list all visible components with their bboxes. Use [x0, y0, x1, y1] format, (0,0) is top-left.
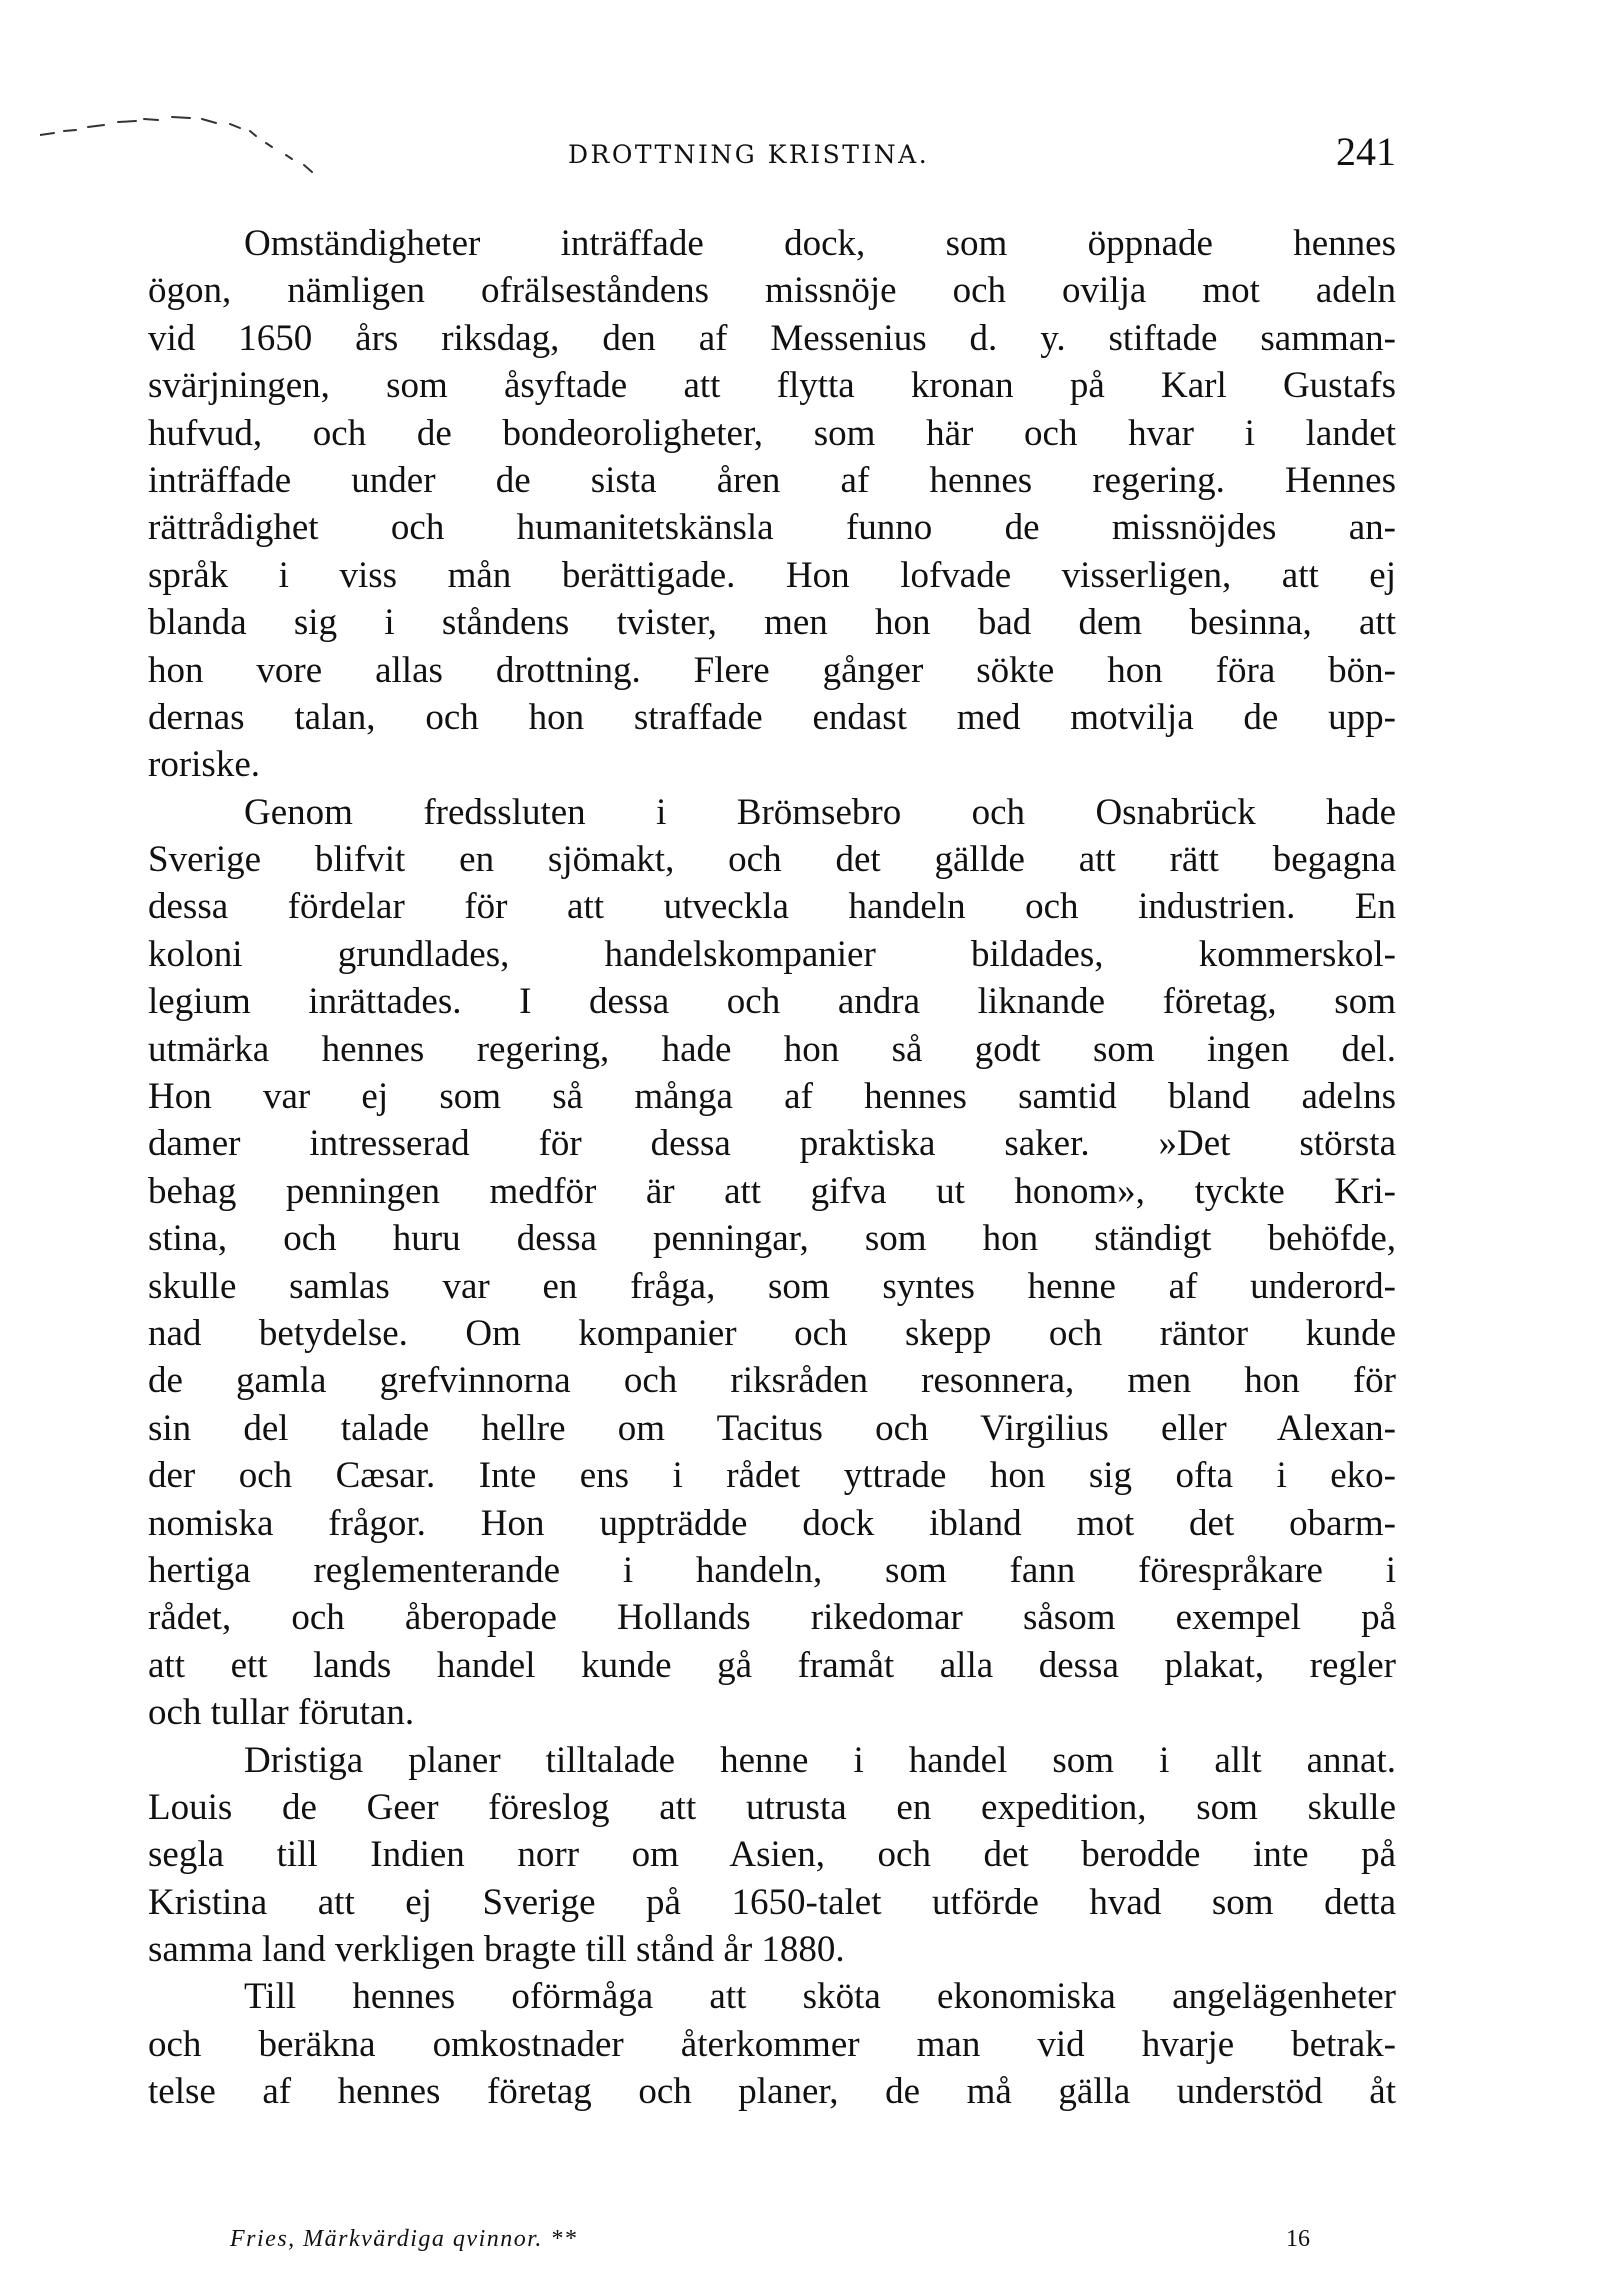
text-line: Till hennes oförmåga att sköta ekonomiska angelägenheter [244, 1976, 1396, 2018]
text-line: att ett lands handel kunde gå framåt alla dessa plakat, regler [148, 1644, 1396, 1686]
text-line: skulle samlas var en fråga, som syntes henne af underord- [148, 1265, 1396, 1307]
text-line: vid 1650 års riksdag, den af Messenius d. y. stiftade samman- [148, 317, 1396, 359]
text-line: rådet, och åberopade Hollands rikedomar såsom exempel på [148, 1597, 1396, 1639]
text-line: telse af hennes företag och planer, de må gälla understöd åt [148, 2071, 1396, 2113]
text-line: nad betydelse. Om kompanier och skepp och räntor kunde [148, 1312, 1396, 1354]
text-line: dernas talan, och hon straffade endast med motvilja de upp- [148, 696, 1396, 738]
text-line: sin del talade hellre om Tacitus och Virgilius eller Alexan- [148, 1407, 1396, 1449]
text-line: Sverige blifvit en sjömakt, och det gällde att rätt begagna [148, 839, 1396, 881]
text-line: hon vore allas drottning. Flere gånger sökte hon föra bön- [148, 649, 1396, 691]
page-footer [230, 2226, 1310, 2266]
text-line: inträffade under de sista åren af hennes regering. Hennes [148, 459, 1396, 501]
sheet-number: 16 [1286, 2226, 1310, 2252]
text-line: Kristina att ej Sverige på 1650-talet utförde hvad som detta [148, 1881, 1396, 1923]
text-line: blanda sig i ståndens tvister, men hon bad dem besinna, att [148, 602, 1396, 644]
text-line: Hon var ej som så många af hennes samtid bland adelns [148, 1076, 1396, 1118]
text-line: Dristiga planer tilltalade henne i handel som i allt annat. [244, 1739, 1396, 1781]
body-text [148, 220, 1396, 2116]
text-line: rättrådighet och humanitetskänsla funno de missnöjdes an- [148, 507, 1396, 549]
text-line: samma land verkligen bragte till stånd år 1880. [148, 1929, 845, 1971]
text-line: koloni grundlades, handelskompanier bildades, kommerskol- [148, 933, 1396, 975]
text-line: legium inrättades. I dessa och andra liknande företag, som [148, 981, 1396, 1023]
text-line: damer intresserad för dessa praktiska saker. »Det största [148, 1123, 1396, 1165]
text-line: behag penningen medför är att gifva ut honom», tyckte Kri- [148, 1170, 1396, 1212]
text-line: utmärka hennes regering, hade hon så godt som ingen del. [148, 1028, 1396, 1070]
text-line: Genom fredssluten i Brömsebro och Osnabrück hade [244, 791, 1396, 833]
text-line: der och Cæsar. Inte ens i rådet yttrade hon sig ofta i eko- [148, 1455, 1396, 1497]
text-line: hufvud, och de bondeoroligheter, som här och hvar i landet [148, 412, 1396, 454]
text-line: de gamla grefvinnorna och riksråden resonnera, men hon för [148, 1360, 1396, 1402]
text-line: roriske. [148, 744, 260, 786]
text-line: ögon, nämligen ofrälseståndens missnöje och ovilja mot adeln [148, 270, 1396, 312]
text-line: språk i viss mån berättigade. Hon lofvade visserligen, att ej [148, 554, 1396, 596]
running-title: DROTTNING KRISTINA. [568, 140, 930, 169]
text-line: Omständigheter inträffade dock, som öppnade hennes [244, 223, 1396, 264]
text-line: dessa fördelar för att utveckla handeln och industrien. En [148, 886, 1396, 928]
text-line: nomiska frågor. Hon uppträdde dock ibland mot det obarm- [148, 1502, 1396, 1544]
text-line: och tullar förutan. [148, 1692, 415, 1734]
text-line: hertiga reglementerande i handeln, som fann förespråkare i [148, 1549, 1396, 1591]
text-line: och beräkna omkostnader återkommer man vid hvarje betrak- [148, 2023, 1396, 2065]
text-line: segla till Indien norr om Asien, och det berodde inte på [148, 1834, 1396, 1876]
running-header [148, 128, 1396, 188]
text-line: svärjningen, som åsyftade att flytta kronan på Karl Gustafs [148, 365, 1396, 407]
text-line: Louis de Geer föreslog att utrusta en expedition, som skulle [148, 1786, 1396, 1828]
page-number: 241 [1336, 129, 1396, 174]
text-line: stina, och huru dessa penningar, som hon ständigt behöfde, [148, 1218, 1396, 1260]
printer-signature: Fries, Märkvärdiga qvinnor. ** [230, 2226, 578, 2252]
